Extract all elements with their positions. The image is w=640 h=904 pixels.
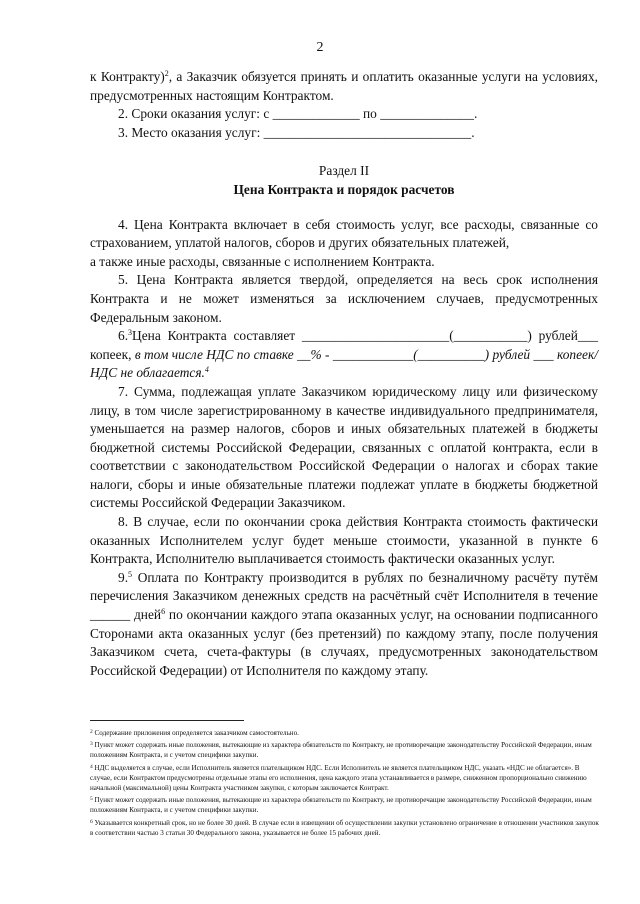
- footnote-3: $^3$ Пункт может содержать иные положения, вытекающие из характера обязательств по Контракту, не противоречащие законодательству Российской Федерации, иным положениям Контракта, и с учетом специфики закупки.: [90, 741, 592, 760]
- footnote-ref-6[interactable]: 6: [161, 607, 166, 617]
- footnote-2: $^2$ Содержание приложения определяется заказчиком самостоятельно.: [90, 729, 299, 737]
- footnote-separator: [90, 720, 244, 721]
- section-number: Раздел II: [318, 163, 370, 179]
- item-3-place: 3. Место оказания услуг: _______________________________.: [118, 124, 475, 140]
- item-4-a: 4. Цена Контракта включает в себя стоимость услуг, все расходы, связанные со страхованием, уплатой налогов, сборов и других обязательных платежей,: [90, 216, 598, 251]
- footnotes: [90, 727, 602, 839]
- item-8: 8. В случае, если по окончании срока действия Контракта стоимость фактически оказанных Исполнителем услуг будет меньше стоимости, указанной в пункте 6 Контракта, Исполнителю выплачивается стоимость фактически оказанных услуг.: [90, 514, 598, 567]
- intro-text-b: , а Заказчик обязуется принять и оплатить оказанные услуги на условиях, предусмотренных настоящим Контрактом.: [90, 69, 598, 103]
- footnote-ref-2[interactable]: 2: [164, 69, 169, 78]
- item-4-b: а также иные расходы, связанные с исполнением Контракта.: [90, 253, 435, 269]
- item-9: 9.$^5$ Оплата по Контракту производится в рублях по безналичному расчёту путём перечисления Заказчиком денежных средств на расчётный счёт Исполнителя в течение ______ дней$^6$ по окончании каждого этапа оказанных услуг, на основании подписанного Сторонами акта оказанных услуг (без претензий) по каждому этапу, после получения Заказчиком счета, счета-фактуры (в случаях, предусмотренных законодательством Российской Федерации) от Исполнителя по каждому этапу.: [90, 569, 599, 678]
- intro-paragraph: [90, 68, 598, 105]
- footnote-ref-4[interactable]: 4: [204, 365, 209, 375]
- footnote-ref-5[interactable]: 5: [128, 569, 133, 579]
- section-title: Цена Контракта и порядок расчетов: [233, 181, 455, 197]
- footnote-6: $^6$ Указывается конкретный срок, но не более 30 дней. В случае если в извещении об осуществлении закупки установлено ограничение в отношении участников закупок в соответствии частью 3 статьи 30 Федерального закона, указывается не более 15 рабочих дней.: [90, 818, 599, 837]
- item-7: 7. Сумма, подлежащая уплате Заказчиком юридическому лицу или физическому лицу, в том числе зарегистрированному в качестве индивидуального предпринимателя, уменьшается на размер налогов, сборов и иных обязательных платежей в бюджеты бюджетной системы Российской Федерации, связанных с оплатой контракта, если в соответствии с законодательством Российской Федерации о налогах и сборах такие налоги, сборы и иные обязательные платежи подлежат уплате в бюджеты бюджетной системы Российской Федерации Заказчиком.: [90, 383, 598, 511]
- document-body: [90, 68, 598, 680]
- footnote-ref-3[interactable]: 3: [128, 328, 133, 338]
- intro-text-a: к Контракту): [90, 69, 165, 84]
- item-2-terms: 2. Сроки оказания услуг: с _____________ по ______________.: [118, 106, 478, 122]
- footnote-5: $^5$ Пункт может содержать иные положения, вытекающие из характера обязательств по Контракту, не противоречащие законодательству Российской Федерации, иным положениям Контракта, и с учетом специфики закупки.: [90, 796, 592, 815]
- footnote-4: $^4$ НДС выделяется в случае, если Исполнитель является плательщиком НДС. Если Исполнитель не является плательщиком НДС, указать «НДС не облагается». В случае, если Контрактом предусмотрены отдельные этапы его исполнения, цена каждого этапа устанавливается в размере, сниженном пропорционально снижению начальной (максимальной) цены Контракта участником закупки, с которым заключается Контракт.: [90, 763, 587, 793]
- item-5: 5. Цена Контракта является твердой, определяется на весь срок исполнения Контракта и не может изменяться за исключением случаев, предусмотренных Федеральным законом.: [90, 272, 598, 325]
- page-number: 2: [316, 40, 324, 55]
- item-6: 6.$^3$Цена Контракта составляет ______________________(___________) рублей___ копеек, в том числе НДС по ставке __% - ____________(__________) рублей ___ копеек/НДС не облагается.$^4$: [90, 328, 598, 381]
